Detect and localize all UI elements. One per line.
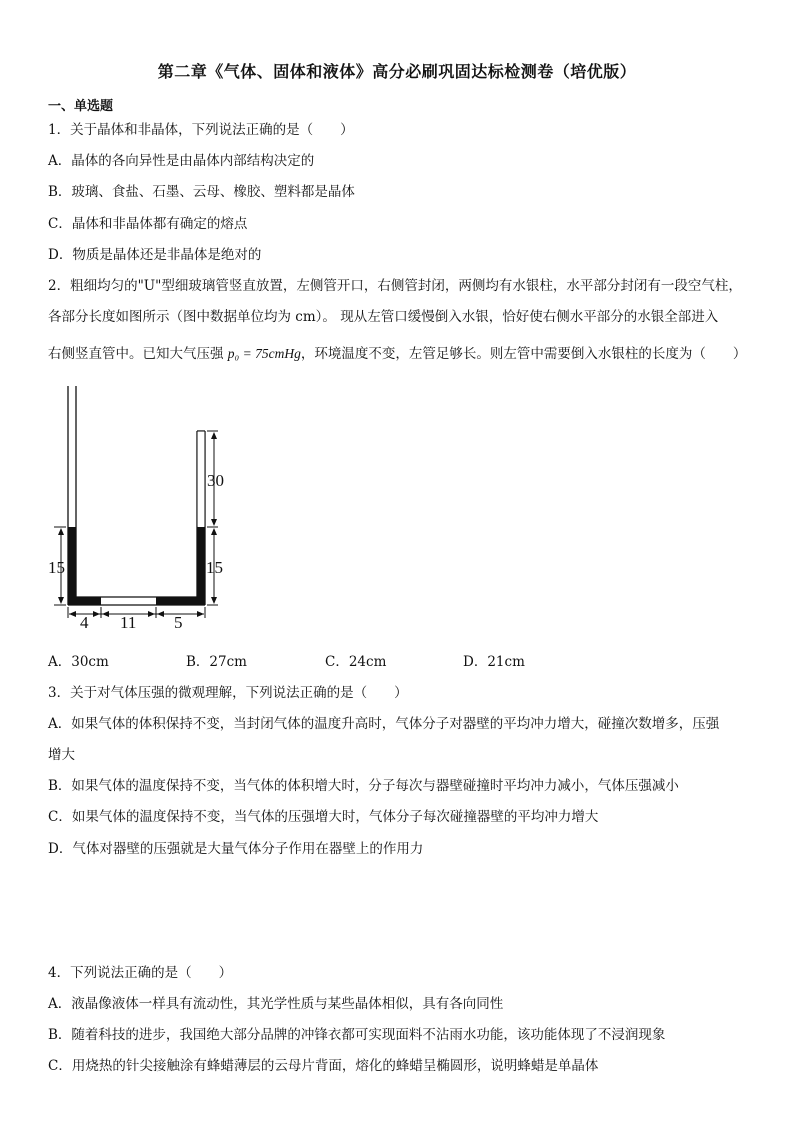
section-heading: 一、单选题 [48, 99, 114, 114]
q2-stem-line3 [48, 342, 746, 362]
u-tube-figure [46, 386, 246, 636]
q2-option-d: D．21cm [463, 654, 525, 670]
q1-option-a: A．晶体的各向异性是由晶体内部结构决定的 [48, 153, 315, 169]
u-tube-diagram [46, 386, 246, 632]
q2-options [48, 650, 608, 670]
right-mercury-column [197, 527, 205, 605]
q3-stem: 3．关于对气体压强的微观理解，下列说法正确的是（ ） [48, 685, 408, 701]
q2-stem-line3-start: 右侧竖直管中。已知大气压强 [48, 346, 228, 362]
dim-label-bottom-middle: 11 [120, 613, 137, 632]
q3-option-c: C．如果气体的温度保持不变，当气体的压强增大时，气体分子每次碰撞器壁的平均冲力增大 [48, 809, 599, 825]
dim-label-bottom-right: 5 [174, 613, 183, 632]
q1-option-c: C．晶体和非晶体都有确定的熔点 [48, 216, 248, 232]
document-title: 第二章《气体、固体和液体》高分必刷巩固达标检测卷（培优版） [157, 62, 637, 81]
q2-stem-line1: 2．粗细均匀的"U"型细玻璃管竖直放置，左侧管开口，右侧管封闭，两侧均有水银柱，水平部分封闭有一段空气柱， [48, 278, 742, 294]
bottom-right-mercury [156, 597, 205, 605]
dim-label-bottom-left: 4 [80, 613, 89, 632]
q4-option-a: A．液晶像液体一样具有流动性，其光学性质与某些晶体相似，具有各向同性 [48, 996, 504, 1012]
q2-option-a: A．30cm [48, 654, 109, 670]
left-mercury-column [68, 527, 76, 605]
q2-stem-line3-end: ，环境温度不变，左管足够长。则左管中需要倒入水银柱的长度为（ ） [300, 346, 747, 362]
dim-label-air-column: 30 [207, 471, 224, 490]
q1-option-d: D．物质是晶体还是非晶体是绝对的 [48, 247, 262, 263]
q4-stem: 4．下列说法正确的是（ ） [48, 965, 233, 981]
q2-stem-line2: 各部分长度如图所示（图中数据单位均为 cm）。 现从左管口缓慢倒入水银，恰好使右侧水平部分的水银全部进入 [48, 309, 719, 325]
bottom-left-mercury [68, 597, 101, 605]
q2-option-b: B．27cm [186, 654, 247, 670]
dim-label-left-mercury: 15 [48, 558, 65, 577]
q4-option-b: B．随着科技的进步，我国绝大部分品牌的冲锋衣都可实现面料不沾雨水功能，该功能体现了不浸润现象 [48, 1027, 666, 1043]
q3-option-a-line1: A．如果气体的体积保持不变，当封闭气体的温度升高时，气体分子对器壁的平均冲力增大，碰撞次数增多，压强 [48, 716, 720, 732]
pressure-formula: p₀ = 75cmHg [227, 346, 301, 361]
q3-option-b: B．如果气体的温度保持不变，当气体的体积增大时，分子每次与器壁碰撞时平均冲力减小，气体压强减小 [48, 778, 679, 794]
q1-option-b: B．玻璃、食盐、石墨、云母、橡胶、塑料都是晶体 [48, 184, 355, 200]
right-air-column [198, 432, 205, 527]
q3-option-d: D．气体对器壁的压强就是大量气体分子作用在器壁上的作用力 [48, 841, 424, 857]
q3-option-a-line2: 增大 [48, 747, 75, 763]
q1-stem: 1．关于晶体和非晶体，下列说法正确的是（ ） [48, 122, 354, 138]
q2-option-c: C．24cm [325, 654, 387, 670]
dim-label-right-mercury: 15 [206, 558, 223, 577]
q4-option-c: C．用烧热的针尖接触涂有蜂蜡薄层的云母片背面，熔化的蜂蜡呈椭圆形，说明蜂蜡是单晶体 [48, 1058, 599, 1074]
